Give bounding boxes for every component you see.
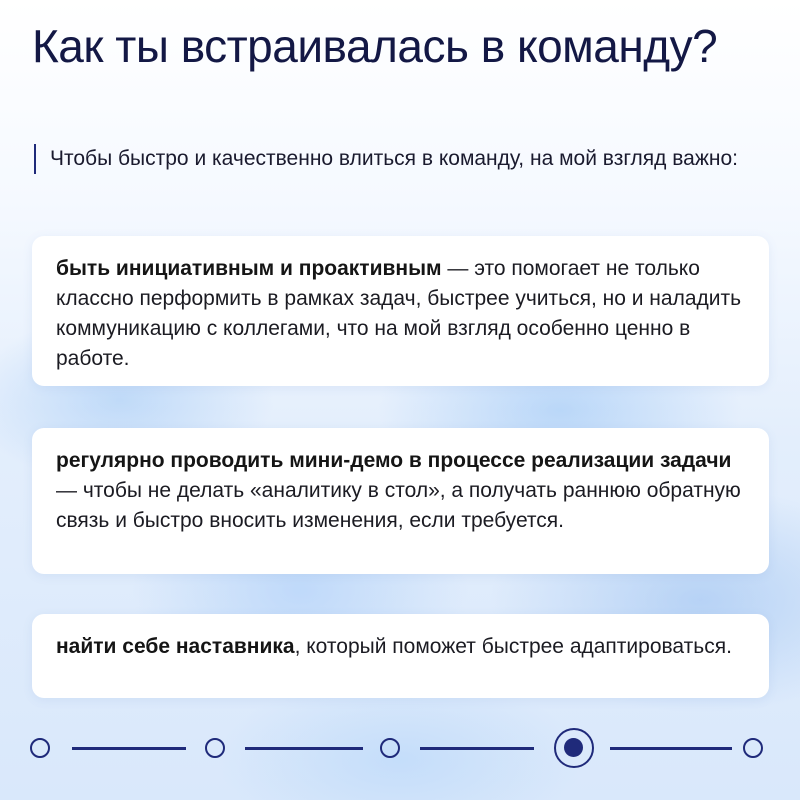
tip-card-text: — это помогает не только классно перформить в рамках задач, быстрее учиться, но и наладить коммуникацию с коллегами, что на мой взгляд особенно ценно в работе.: [56, 257, 742, 370]
step-connector: [420, 747, 534, 750]
tip-card-text: — чтобы не делать «аналитику в стол», а получать раннюю обратную связь и быстро вносить изменения, если требуется.: [56, 479, 741, 532]
step-connector: [610, 747, 732, 750]
page-title: Как ты встраивалась в команду?: [32, 20, 718, 72]
step-dot-1: [30, 738, 50, 758]
tip-card-text: , который поможет быстрее адаптироваться.: [294, 635, 732, 658]
step-connector: [245, 747, 363, 750]
step-connector: [72, 747, 186, 750]
tip-card: [32, 428, 769, 574]
tip-card: [32, 236, 769, 386]
step-dot-4-active: [554, 728, 594, 768]
slide-progress-stepper: [30, 728, 772, 768]
tip-card-bold: регулярно проводить мини-демо в процессе реализации задачи: [56, 449, 732, 472]
tip-card: [32, 614, 769, 698]
tip-card-bold: найти себе наставника: [56, 635, 295, 658]
step-dot-5: [743, 738, 763, 758]
step-dot-2: [205, 738, 225, 758]
intro-text: Чтобы быстро и качественно влиться в команду, на мой взгляд важно:: [34, 144, 770, 174]
tip-card-bold: быть инициативным и проактивным: [56, 257, 442, 280]
step-dot-3: [380, 738, 400, 758]
